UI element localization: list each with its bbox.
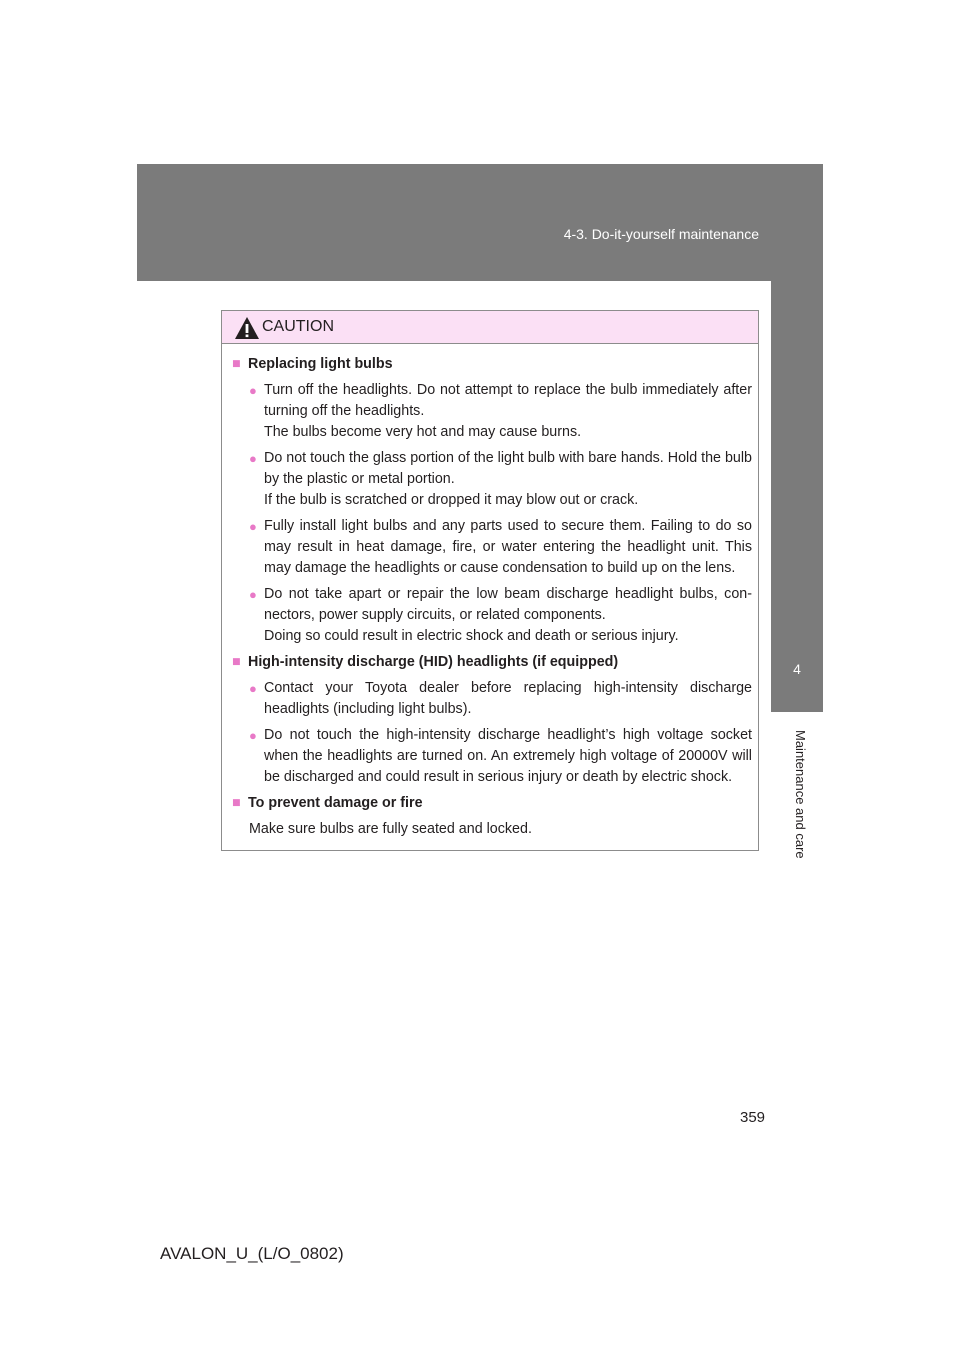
bullet-item: ● Contact your Toyota dealer before replacing high-intensity discharge headlights (including light bulbs). — [249, 678, 752, 720]
caution-title: CAUTION — [262, 318, 334, 335]
chapter-number: 4 — [793, 661, 801, 677]
circle-bullet-icon: ● — [249, 383, 257, 398]
square-bullet-icon: ■ — [232, 356, 241, 372]
footer-code: AVALON_U_(L/O_0802) — [160, 1244, 344, 1263]
chapter-label: Maintenance and care — [793, 730, 808, 859]
section-heading: ■ To prevent damage or fire — [232, 793, 752, 814]
circle-bullet-icon: ● — [249, 728, 257, 743]
circle-bullet-icon: ● — [249, 451, 257, 466]
circle-bullet-icon: ● — [249, 519, 257, 534]
page-number: 359 — [740, 1109, 766, 1126]
caution-body — [222, 344, 758, 840]
section-title: 4-3. Do-it-yourself maintenance — [563, 226, 759, 242]
square-bullet-icon: ■ — [232, 654, 241, 670]
section-heading: ■ High-intensity discharge (HID) headlights (if equipped) — [232, 652, 752, 673]
bullet-item: ● Do not take apart or repair the low beam discharge headlight bulbs, con-nectors, power supply circuits, or related components. Doing so could result in electric shock and death or serious injury. — [249, 584, 752, 647]
header-band — [137, 164, 823, 281]
circle-bullet-icon: ● — [249, 681, 257, 696]
circle-bullet-icon: ● — [249, 587, 257, 602]
warning-triangle-icon — [234, 316, 260, 340]
section-heading: ■ Replacing light bulbs — [232, 354, 752, 375]
bullet-item: ● Do not touch the glass portion of the light bulb with bare hands. Hold the bulb by the plastic or metal portion. If the bulb is scratched or dropped it may blow out or crack. — [249, 448, 752, 511]
caution-header — [222, 311, 758, 344]
paragraph: Make sure bulbs are fully seated and locked. — [249, 821, 532, 837]
bullet-item: ● Do not touch the high-intensity discharge headlight’s high voltage socket when the headlights are turned on. An extremely high voltage of 20000V will be discharged and could result in serious injury or death by electric shock. — [249, 725, 752, 788]
chapter-tab — [771, 281, 823, 712]
bullet-item: ● Fully install light bulbs and any parts used to secure them. Failing to do so may result in heat damage, fire, or water entering the headlight unit. This may damage the headlights or cause condensation to build up on the lens. — [249, 516, 752, 579]
bullet-item: ● Turn off the headlights. Do not attempt to replace the bulb immediately after turning off the headlights. The bulbs become very hot and may cause burns. — [249, 380, 752, 443]
square-bullet-icon: ■ — [232, 795, 241, 811]
caution-box — [221, 310, 759, 851]
